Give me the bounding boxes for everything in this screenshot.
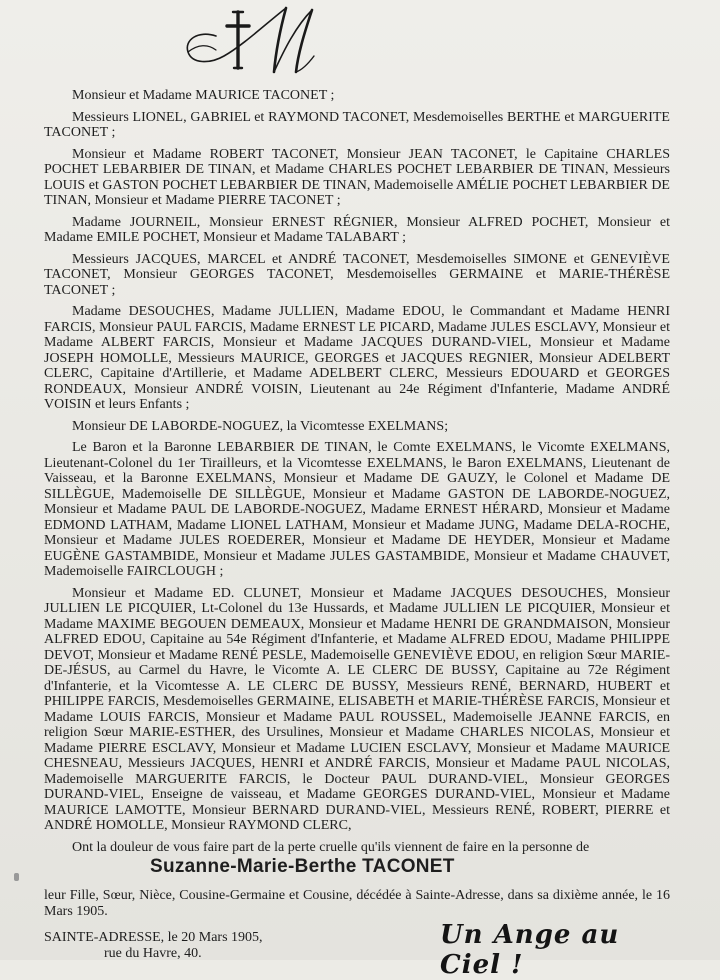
place-and-date: [44, 930, 344, 961]
place-date: SAINTE-ADRESSE, le 20 Mars 1905,: [44, 930, 263, 945]
street-address: rue du Havre, 40.: [104, 945, 202, 961]
family-paragraph: Le Baron et la Baronne LEBARBIER DE TINAN, le Comte EXELMANS, le Vicomte EXELMANS, Lieutenant-Colonel du 1er Tirailleurs, et la Vicomtesse EXELMANS, le Baron EXELMANS, Lieutenant de Vaisseau, et la Baronne EXELMANS, Monsieur et Madame DE GAUZY, le Colonel et Madame DE SILLÈGUE, Mademoiselle DE SILLÈGUE, Monsieur et Madame GASTON DE LABORDE-NOGUEZ, Monsieur et Madame PAUL DE LABORDE-NOGUEZ, Madame ERNEST HÉRARD, Monsieur et Madame EDMOND LATHAM, Madame LIONEL LATHAM, Monsieur et Madame JUNG, Madame DELA-ROCHE, Monsieur et Madame JULES ROEDERER, Monsieur et Madame DE HEYDER, Monsieur et Madame EUGÈNE GASTAMBIDE, Monsieur et Madame JULES GASTAMBIDE, Monsieur et Madame CHAUVET, Mademoiselle FAIRCLOUGH ;: [44, 440, 670, 579]
family-paragraph: Madame JOURNEIL, Monsieur ERNEST RÉGNIER, Monsieur ALFRED POCHET, Monsieur et Madame EMILE POCHET, Monsieur et Madame TALABART ;: [44, 214, 670, 245]
family-paragraph: Messieurs JACQUES, MARCEL et ANDRÉ TACONET, Mesdemoiselles SIMONE et GENEVIÈVE TACONET, Monsieur GEORGES TACONET, Mesdemoiselles GERMAINE et MARIE-THÉRÈSE TACONET ;: [44, 251, 670, 298]
family-list: [44, 88, 670, 861]
ink-speck: [14, 873, 19, 881]
motto: Un Ange au Ciel !: [440, 920, 620, 980]
family-paragraph: Monsieur et Madame MAURICE TACONET ;: [72, 88, 335, 103]
family-paragraph: Monsieur DE LABORDE-NOGUEZ, la Vicomtesse EXELMANS;: [72, 418, 449, 434]
announcement: Ont la douleur de vous faire part de la perte cruelle qu'ils viennent de faire en la personne de: [72, 839, 590, 855]
family-paragraph: Monsieur et Madame ROBERT TACONET, Monsieur JEAN TACONET, le Capitaine CHARLES POCHET LEBARBIER DE TINAN, et Madame CHARLES POCHET LEBARBIER DE TINAN, Messieurs LOUIS et GASTON POCHET LEBARBIER DE TINAN, Mademoiselle AMÉLIE POCHET LEBARBIER DE TINAN, Monsieur et Madame PIERRE TACONET ;: [44, 146, 670, 208]
family-paragraph: Messieurs LIONEL, GABRIEL et RAYMOND TACONET, Mesdemoiselles BERTHE et MARGUERITE TACONET ;: [44, 109, 670, 140]
death-notice: leur Fille, Sœur, Nièce, Cousine-Germaine et Cousine, décédée à Sainte-Adresse, dans sa dixième année, le 16 Mars 1905.: [44, 888, 670, 919]
cross-monogram-icon: [176, 4, 326, 78]
deceased-name: Suzanne-Marie-Berthe TACONET: [150, 856, 455, 877]
family-paragraph: Madame DESOUCHES, Madame JULLIEN, Madame EDOU, le Commandant et Madame HENRI FARCIS, Monsieur PAUL FARCIS, Madame ERNEST LE PICARD, Madame JULES ESCLAVY, Monsieur et Madame ALBERT FARCIS, Monsieur et Madame JACQUES DURAND-VIEL, Monsieur et Madame JOSEPH HOMOLLE, Messieurs MAURICE, GEORGES et JACQUES REGNIER, Monsieur ADELBERT CLERC, Capitaine d'Artillerie, et Madame ADELBERT CLERC, Messieurs EDOUARD et GEORGES RONDEAUX, Monsieur ANDRÉ VOISIN, Lieutenant au 24e Régiment d'Infanterie, Madame ANDRÉ VOISIN et leurs Enfants ;: [44, 304, 670, 412]
family-paragraph: Monsieur et Madame ED. CLUNET, Monsieur et Madame JACQUES DESOUCHES, Monsieur JULLIEN LE PICQUIER, Lt-Colonel du 13e Hussards, et Madame JULLIEN LE PICQUIER, Monsieur et Madame MAXIME BEGOUEN DEMEAUX, Monsieur et Madame HENRI DE GRANDMAISON, Monsieur ALFRED EDOU, Capitaine au 54e Régiment d'Infanterie, et Madame ALFRED EDOU, Madame PHILIPPE DEVOT, Monsieur et Madame RENÉ PESLE, Mademoiselle GENEVIÈVE EDOU, en religion Sœur MARIE-DE-JÉSUS, au Carmel du Havre, le Vicomte A. LE CLERC DE BUSSY, Capitaine au 72e Régiment d'Infanterie, et la Vicomtesse A. LE CLERC DE BUSSY, Messieurs RENÉ, BERNARD, HUBERT et PHILIPPE FARCIS, Mesdemoiselles GERMAINE, ELISABETH et MARIE-THÉRÈSE FARCIS, Monsieur et Madame LOUIS FARCIS, Monsieur et Madame PAUL ROUSSEL, Mademoiselle JEANNE FARCIS, en religion Sœur MARIE-ESTHER, des Ursulines, Monsieur et Madame CHARLES NICOLAS, Monsieur et Madame PIERRE ESCLAVY, Monsieur et Madame LUCIEN ESCLAVY, Monsieur et Madame MAURICE CHESNEAU, Messieurs JACQUES, HENRI et ANDRÉ FARCIS, Monsieur et Madame PAUL NICOLAS, Mademoiselle MARGUERITE FARCIS, le Docteur PAUL DURAND-VIEL, Monsieur GEORGES DURAND-VIEL, Enseigne de vaisseau, et Madame GEORGES DURAND-VIEL, Monsieur et Madame MAURICE LAMOTTE, Monsieur BERNARD DURAND-VIEL, Messieurs RENÉ, ROBERT, PIERRE et ANDRÉ HOMOLLE, Monsieur RAYMOND CLERC,: [44, 585, 670, 833]
